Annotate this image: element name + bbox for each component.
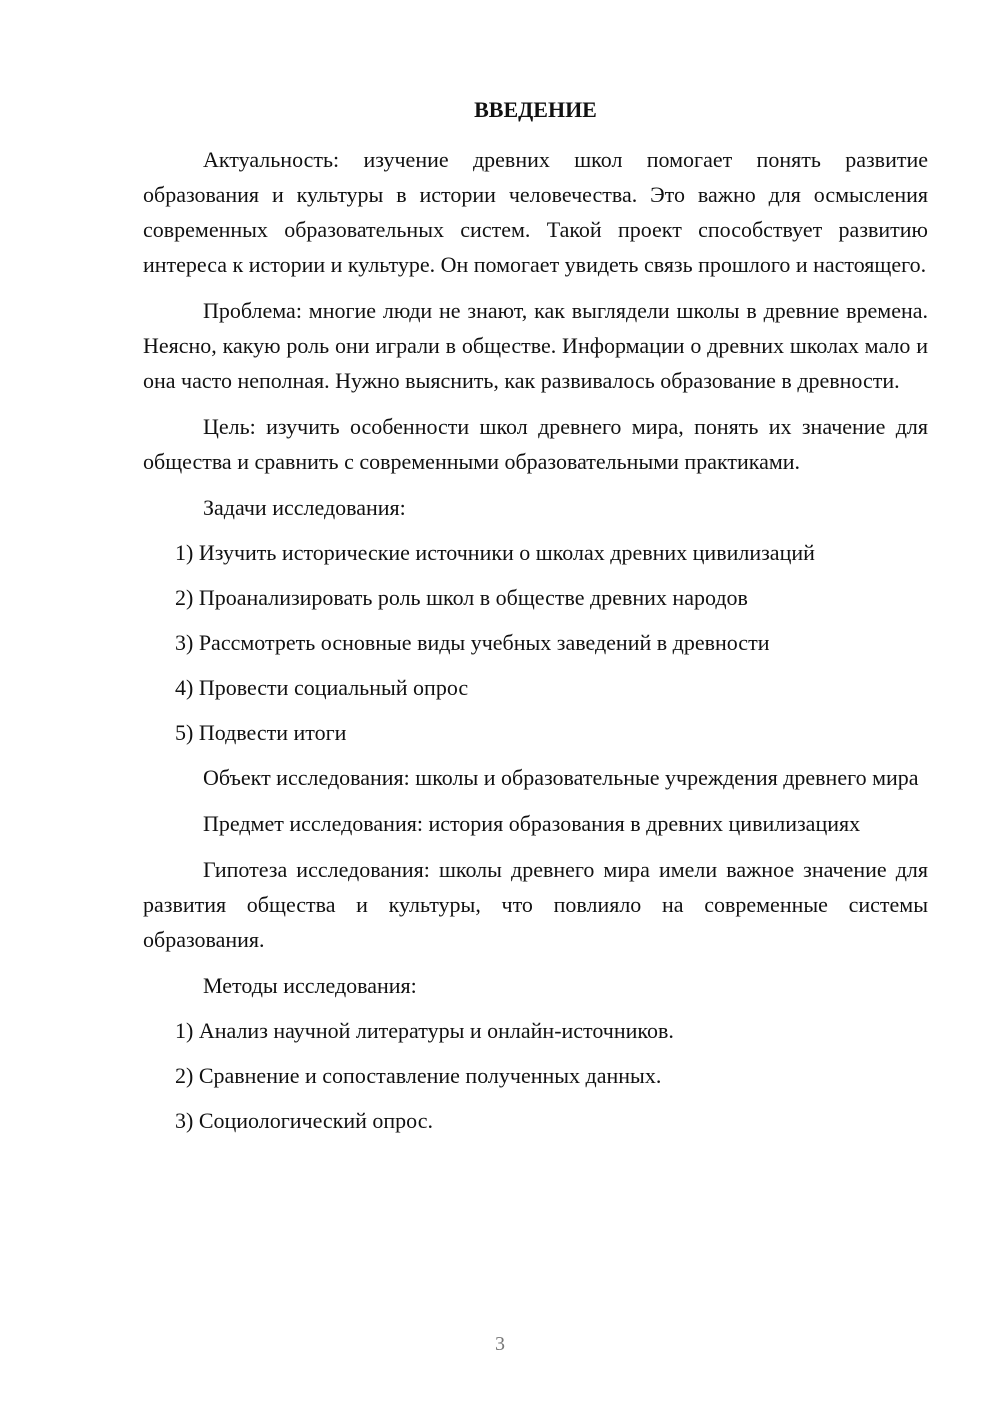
task-item: 5) Подвести итоги (175, 720, 347, 745)
subject-paragraph: Предмет исследования: история образования в древних цивилизациях (203, 811, 861, 836)
task-item: 1) Изучить исторические источники о школах древних цивилизаций (175, 540, 815, 565)
hypothesis-paragraph: Гипотеза исследования: школы древнего мира имели важное значение для развития общества и культуры, что повлияло на современные системы образования. (143, 857, 928, 952)
method-item: 2) Сравнение и сопоставление полученных данных. (175, 1063, 662, 1088)
tasks-list (143, 535, 928, 750)
problem-paragraph: Проблема: многие люди не знают, как выглядели школы в древние времена. Неясно, какую роль они играли в обществе. Информации о древних школах мало и она часто неполная. Нужно выяснить, как развивалось образование в древности. (143, 298, 928, 393)
method-item: 3) Социологический опрос. (175, 1108, 433, 1133)
methods-heading: Методы исследования: (203, 973, 417, 998)
task-item: 2) Проанализировать роль школ в обществе древних народов (175, 585, 748, 610)
tasks-heading: Задачи исследования: (203, 495, 406, 520)
task-item: 4) Провести социальный опрос (175, 675, 469, 700)
goal-paragraph: Цель: изучить особенности школ древнего мира, понять их значение для общества и сравнить с современными образовательными практиками. (143, 414, 928, 474)
method-item: 1) Анализ научной литературы и онлайн-источников. (175, 1018, 674, 1043)
page-number: 3 (495, 1333, 505, 1355)
methods-list (143, 1013, 928, 1138)
relevance-paragraph: Актуальность: изучение древних школ помогает понять развитие образования и культуры в истории человечества. Это важно для осмысления современных образовательных систем. Такой проект способствует развитию интереса к истории и культуре. Он помогает увидеть связь прошлого и настоящего. (143, 147, 928, 277)
page-title: ВВЕДЕНИЕ (474, 97, 597, 122)
object-paragraph: Объект исследования: школы и образовательные учреждения древнего мира (203, 765, 919, 790)
document-page (143, 88, 928, 1148)
task-item: 3) Рассмотреть основные виды учебных заведений в древности (175, 630, 770, 655)
